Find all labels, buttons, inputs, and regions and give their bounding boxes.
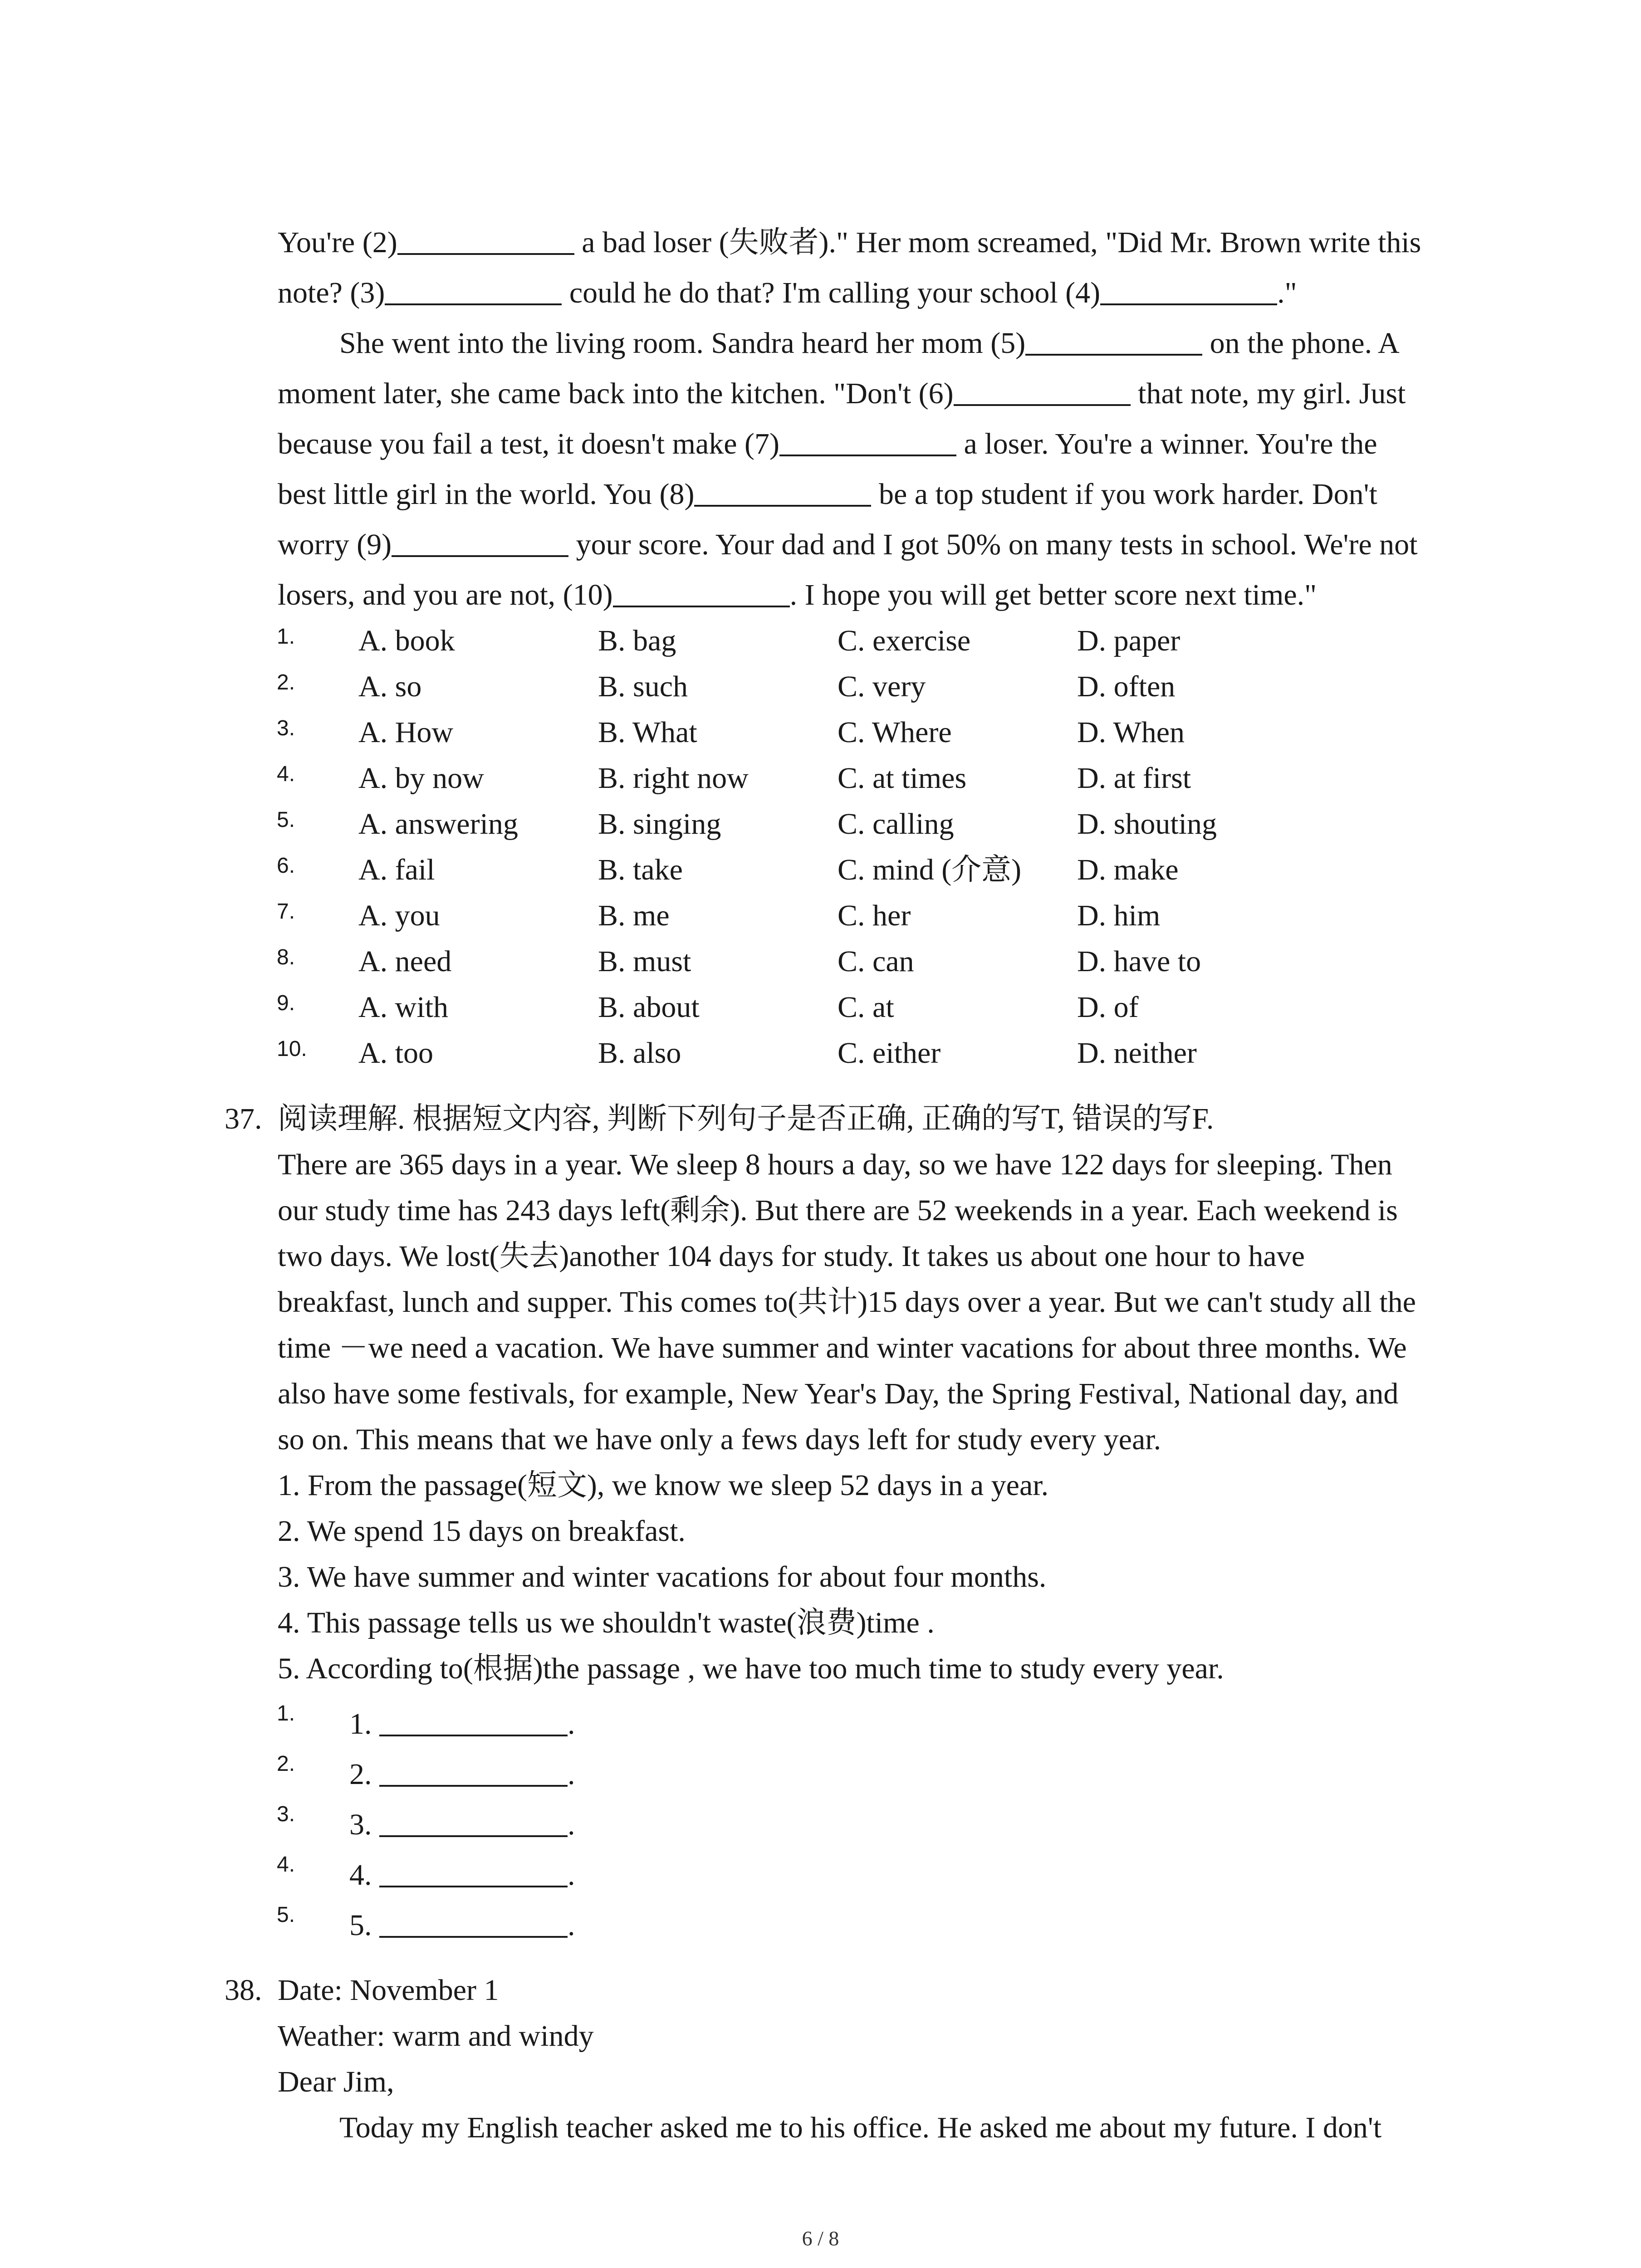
passage-line: time －we need a vacation. We have summer and winter vacations for about three months. We	[278, 1331, 1407, 1364]
passage-line: two days. We lost(失去)another 104 days for study. It takes us about one hour to have	[278, 1240, 1305, 1273]
option-row: 2. A. so B. such C. very D. often	[277, 670, 1176, 703]
option-d[interactable]: D. When	[1077, 716, 1185, 749]
option-a[interactable]: A. so	[358, 670, 422, 703]
option-row: 8. A. need B. must C. can D. have to	[277, 945, 1201, 978]
option-d[interactable]: D. at first	[1077, 762, 1191, 795]
letter-body-line: Today my English teacher asked me to his office. He asked me about my future. I don't	[339, 2111, 1382, 2144]
option-c[interactable]: C. exercise	[838, 624, 971, 657]
letter-greeting: Dear Jim,	[278, 2065, 394, 2098]
option-d[interactable]: D. paper	[1077, 624, 1181, 657]
option-c[interactable]: C. very	[838, 670, 926, 703]
answer-blank[interactable]	[379, 1708, 568, 1736]
page-number: 6 / 8	[802, 2227, 839, 2250]
answer-blank[interactable]	[379, 1910, 568, 1938]
option-c[interactable]: C. at	[838, 991, 894, 1024]
option-d[interactable]: D. of	[1077, 991, 1139, 1024]
option-row: 4. A. by now B. right now C. at times D. at first	[277, 762, 1191, 795]
option-b[interactable]: B. me	[598, 899, 670, 932]
option-b[interactable]: B. about	[598, 991, 700, 1024]
passage-line: worry (9) your score. Your dad and I got 50% on many tests in school. We're not	[278, 528, 1418, 561]
option-row: 3. A. How B. What C. Where D. When	[277, 716, 1185, 749]
option-d[interactable]: D. neither	[1077, 1036, 1197, 1070]
option-a[interactable]: A. by now	[358, 762, 484, 795]
option-row: 5. A. answering B. singing C. calling D. shouting	[277, 807, 1217, 841]
option-d[interactable]: D. often	[1077, 670, 1176, 703]
statement: 4. This passage tells us we shouldn't waste(浪费)time .	[278, 1606, 935, 1639]
option-b[interactable]: B. such	[598, 670, 688, 703]
option-c[interactable]: C. can	[838, 945, 914, 978]
option-a[interactable]: A. with	[358, 991, 448, 1024]
question-instruction: 阅读理解. 根据短文内容, 判断下列句子是否正确, 正确的写T, 错误的写F.	[278, 1102, 1214, 1135]
answer-blank[interactable]	[392, 529, 568, 557]
option-b[interactable]: B. must	[598, 945, 691, 978]
answer-blank[interactable]	[1100, 277, 1277, 305]
answer-blank[interactable]	[613, 579, 790, 607]
answer-blank[interactable]	[954, 378, 1131, 406]
option-d[interactable]: D. make	[1077, 853, 1179, 886]
option-row: 9. A. with B. about C. at D. of	[277, 991, 1139, 1024]
option-d[interactable]: D. have to	[1077, 945, 1201, 978]
passage-line: moment later, she came back into the kitchen. "Don't (6) that note, my girl. Just	[278, 377, 1406, 410]
passage-line: She went into the living room. Sandra heard her mom (5) on the phone. A	[339, 327, 1400, 360]
statement: 2. We spend 15 days on breakfast.	[278, 1515, 686, 1548]
option-d[interactable]: D. shouting	[1077, 807, 1217, 841]
answer-blank[interactable]	[379, 1759, 568, 1787]
option-c[interactable]: C. Where	[838, 716, 952, 749]
option-a[interactable]: A. too	[358, 1036, 433, 1070]
option-b[interactable]: B. What	[598, 716, 697, 749]
option-row: 7. A. you B. me C. her D. him	[277, 899, 1161, 932]
passage-line: also have some festivals, for example, New Year's Day, the Spring Festival, National day, and	[278, 1377, 1399, 1410]
option-a[interactable]: A. need	[358, 945, 452, 978]
option-c[interactable]: C. calling	[838, 807, 954, 841]
option-b[interactable]: B. also	[598, 1036, 681, 1070]
passage-line: There are 365 days in a year. We sleep 8 hours a day, so we have 122 days for sleeping. Then	[278, 1148, 1392, 1181]
passage-line: so on. This means that we have only a fews days left for study every year.	[278, 1423, 1161, 1456]
answer-blank[interactable]	[379, 1809, 568, 1837]
answer-blank[interactable]	[694, 479, 871, 507]
option-b[interactable]: B. bag	[598, 624, 676, 657]
answer-blank[interactable]	[779, 428, 956, 456]
option-a[interactable]: A. you	[358, 899, 440, 932]
answer-blank[interactable]	[397, 227, 574, 255]
passage-line: because you fail a test, it doesn't make (7) a loser. You're a winner. You're the	[278, 427, 1377, 460]
option-c[interactable]: C. at times	[838, 762, 967, 795]
answer-blank[interactable]	[385, 277, 562, 305]
statement: 1. From the passage(短文), we know we sleep 52 days in a year.	[278, 1469, 1049, 1502]
exam-page: You're (2) a bad loser (失败者)." Her mom screamed, "Did Mr. Brown write this note? (3) could he do that? I'm calling your school (4) ." She went into the living room. Sandra heard her mom (5) on the phone. A moment later, she came back into the kitchen. "Don't (6) that note, my girl. Just because you fail a test, it doesn't make (7) a loser. You're a winner. You're the best little girl in the world. You (8) be a top student if you work harder. Don't worry (9) your score. Your dad and I got 50% on many tests in school. We're not losers, and you are not, (10) . I hope you will get better score next time." 1. A. book B. bag C. exercise D. paper 2. A. so B. such C. very D. often 3. A. How B. What C. Where D. When 4. A. by now B. right now C. at times D. at first 5. A. answering B. singing C. calling D. shouting 6. A. fail B. take C. mind (介意) D. make 7. A. you B. me C. her D. him 8. A. need B. must C. can D. have to 9. A. with B. about C. at D. of 10. A. too B. also C. either D. neither 37. 阅读理解. 根据短文内容, 判断下列句子是否正确, 正确的写T, 错误的写F. There are 365 days in a year. We sleep 8 hours a day, so we have 122 days for sleeping. Then our study time has 243 days left(剩余). But there are 52 weekends in a year. Each weekend is two days. We lost(失去)another 104 days for study. It takes us about one hour to have breakfast, lunch and supper. This comes to(共计)15 days over a year. But we can't study all the time －we need a vacation. We have summer and winter vacations for about three months. We also have some festivals, for example, New Year's Day, the Spring Festival, National day, and so on. This means that we have only a fews days left for study every year. 1. From the passage(短文), we know we sleep 52 days in a year. 2. We spend 15 days on breakfast. 3. We have summer and winter vacations for about four months. 4. This passage tells us we shouldn't waste(浪费)time . 5. According to(根据)the passage , we have too much time to study every year. 1. 1. . 2. 2. . 3. 3. . 4. 4. . 5. 5. . 38. Date: November 1 Weather: warm and windy Dear Jim, Today my English teacher asked me to his office. He asked me about my future. I don't 6 / 8	[0, 0, 1641, 2268]
question-number: 38.	[225, 1974, 262, 2007]
option-row: 6. A. fail B. take C. mind (介意) D. make	[277, 853, 1179, 886]
passage-line: best little girl in the world. You (8) be a top student if you work harder. Don't	[278, 478, 1377, 511]
option-b[interactable]: B. right now	[598, 762, 749, 795]
passage-line: breakfast, lunch and supper. This comes to(共计)15 days over a year. But we can't study all the	[278, 1286, 1416, 1319]
option-b[interactable]: B. take	[598, 853, 683, 886]
letter-date: Date: November 1	[278, 1974, 499, 2007]
answer-blank[interactable]	[379, 1859, 568, 1887]
option-a[interactable]: A. book	[358, 624, 455, 657]
question-number: 37.	[225, 1102, 262, 1135]
passage-line: losers, and you are not, (10) . I hope you will get better score next time."	[278, 578, 1317, 611]
option-a[interactable]: A. fail	[358, 853, 435, 886]
passage-line: our study time has 243 days left(剩余). But there are 52 weekends in a year. Each weekend is	[278, 1194, 1398, 1227]
letter-weather: Weather: warm and windy	[278, 2019, 594, 2053]
statement: 3. We have summer and winter vacations for about four months.	[278, 1560, 1047, 1593]
option-c[interactable]: C. her	[838, 899, 911, 932]
passage-line: You're (2) a bad loser (失败者)." Her mom screamed, "Did Mr. Brown write this	[278, 226, 1421, 259]
option-b[interactable]: B. singing	[598, 807, 721, 841]
option-c[interactable]: C. either	[838, 1036, 941, 1070]
option-row: 1. A. book B. bag C. exercise D. paper	[277, 624, 1181, 657]
statement: 5. According to(根据)the passage , we have too much time to study every year.	[278, 1652, 1224, 1685]
option-d[interactable]: D. him	[1077, 899, 1161, 932]
option-row: 10. A. too B. also C. either D. neither	[277, 1036, 1197, 1070]
passage-line: note? (3) could he do that? I'm calling your school (4) ."	[278, 276, 1297, 309]
option-a[interactable]: A. How	[358, 716, 453, 749]
answer-blank[interactable]	[1025, 327, 1202, 356]
option-a[interactable]: A. answering	[358, 807, 518, 841]
option-c[interactable]: C. mind (介意)	[838, 853, 1022, 886]
